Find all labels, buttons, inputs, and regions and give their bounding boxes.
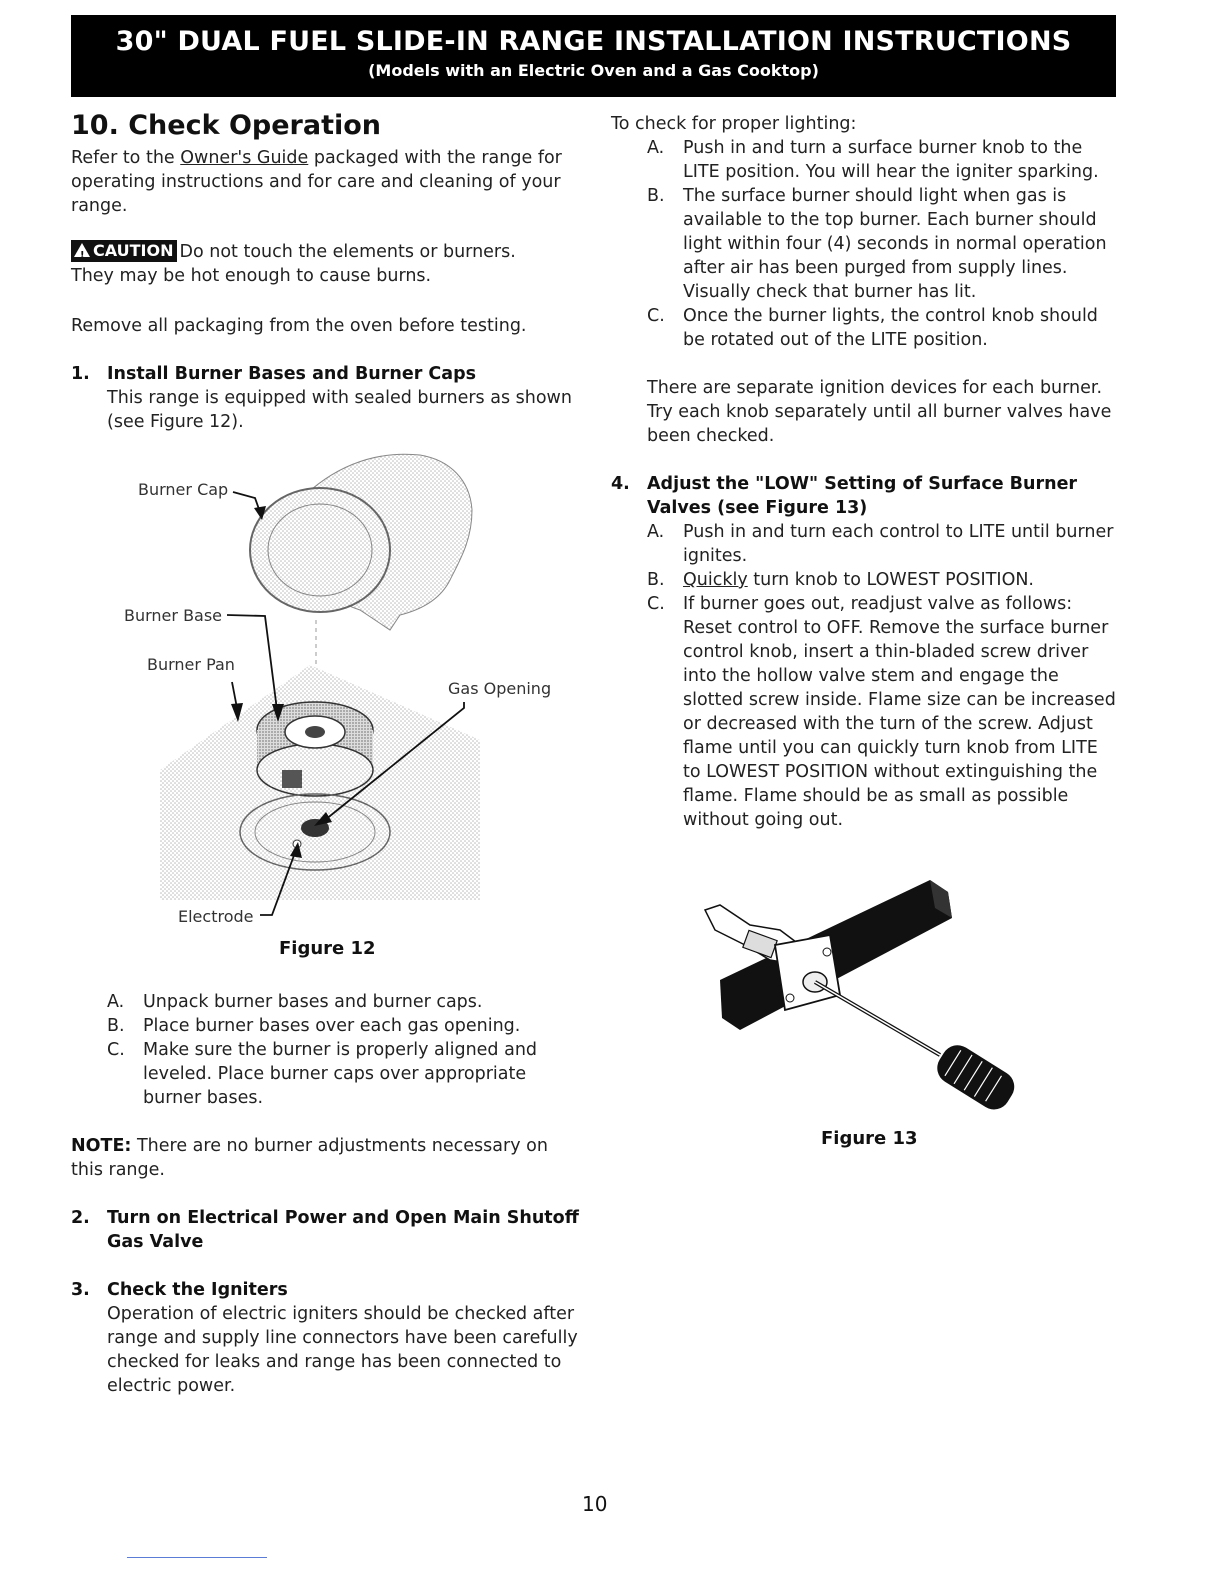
caution-paragraph bbox=[71, 240, 581, 288]
burner-cap-shape bbox=[250, 488, 390, 612]
list-item: B. Quickly turn knob to LOWEST POSITION. bbox=[647, 570, 1034, 590]
step3-body: Operation of electric igniters should be checked after range and supply line connectors have been carefully checked for leaks and range has been connected to electric power. bbox=[107, 1304, 578, 1396]
quickly-link[interactable]: Quickly bbox=[683, 570, 748, 590]
step3-number: 3. bbox=[71, 1280, 90, 1300]
intro-paragraph bbox=[71, 146, 581, 218]
label-burner-pan: Burner Pan bbox=[147, 655, 235, 674]
caution-badge bbox=[71, 240, 177, 262]
label-burner-cap: Burner Cap bbox=[138, 480, 229, 499]
note-text: There are no burner adjustments necessary on this range. bbox=[71, 1136, 548, 1180]
list-item: A. Push in and turn each control to LITE until burner ignites. bbox=[647, 522, 1114, 566]
list-item: C. Once the burner lights, the control knob should be rotated out of the LITE position. bbox=[647, 306, 1098, 350]
note-paragraph bbox=[71, 1134, 561, 1182]
manifold-bar-shape bbox=[720, 880, 952, 1030]
note-label: NOTE: bbox=[71, 1136, 132, 1156]
caution-text: Do not touch the elements or burners. bbox=[179, 242, 516, 262]
step4-number: 4. bbox=[611, 474, 630, 494]
list-item: B. The surface burner should light when gas is available to the top burner. Each burner should light within four (4) seconds in normal operation after air has been purged from supply lines. Visually check that burner has lit. bbox=[647, 186, 1107, 302]
label-electrode: Electrode bbox=[178, 907, 254, 926]
owners-guide-link[interactable]: Owner's Guide bbox=[180, 148, 309, 168]
caution-label: CAUTION bbox=[93, 241, 174, 260]
figure-13-caption: Figure 13 bbox=[821, 1128, 918, 1149]
lighting-list bbox=[647, 136, 1117, 352]
step1-body: This range is equipped with sealed burners as shown (see Figure 12). bbox=[107, 388, 572, 432]
list-item: C. Make sure the burner is properly aligned and leveled. Place burner caps over appropriate burner bases. bbox=[107, 1040, 538, 1108]
figure-13-illustration bbox=[690, 870, 1050, 1120]
bottom-rule bbox=[127, 1557, 267, 1558]
step4-list bbox=[647, 520, 1117, 832]
step1-title: Install Burner Bases and Burner Caps bbox=[107, 364, 477, 384]
lighting-intro: To check for proper lighting: bbox=[611, 114, 857, 134]
screwdriver-handle-shape bbox=[931, 1039, 1020, 1115]
list-item: B. Place burner bases over each gas opening. bbox=[107, 1016, 521, 1036]
header-title: 30" DUAL FUEL SLIDE-IN RANGE INSTALLATION INSTRUCTIONS bbox=[115, 26, 1072, 57]
header-banner bbox=[71, 15, 1116, 97]
page-number: 10 bbox=[582, 1492, 608, 1516]
step3-title: Check the Igniters bbox=[107, 1280, 288, 1300]
intro-pre: Refer to the bbox=[71, 148, 181, 168]
list-item: C. If burner goes out, readjust valve as follows: Reset control to OFF. Remove the surface burner control knob, insert a thin-bladed screw driver into the hollow valve stem and engage the slotted screw inside. Flame size can be increased or decreased with the turn of the screw. Adjust flame until you can quickly turn knob from LITE to LOWEST POSITION without extinguishing the flame. Flame should be as small as possible without going out. bbox=[647, 594, 1116, 830]
step4-title: Adjust the "LOW" Setting of Surface Burner Valves (see Figure 13) bbox=[647, 474, 1078, 518]
intro-post: packaged with the range for operating instructions and for care and cleaning of your range. bbox=[71, 148, 562, 216]
figure-12-caption: Figure 12 bbox=[279, 938, 376, 959]
label-gas-opening: Gas Opening bbox=[448, 679, 552, 698]
header-subtitle: (Models with an Electric Oven and a Gas Cooktop) bbox=[368, 61, 819, 80]
warning-icon: ! bbox=[74, 243, 90, 257]
section-title: 10. Check Operation bbox=[71, 110, 381, 141]
separate-ignition-text: There are separate ignition devices for each burner. Try each knob separately until all burner valves have been checked. bbox=[647, 378, 1112, 446]
step1-number: 1. bbox=[71, 364, 90, 384]
step1-list bbox=[107, 990, 577, 1110]
caution-text-2: They may be hot enough to cause burns. bbox=[71, 266, 432, 286]
step2-number: 2. bbox=[71, 1208, 90, 1228]
list-item: A. Push in and turn a surface burner knob to the LITE position. You will hear the igniter sparking. bbox=[647, 138, 1099, 182]
label-burner-base: Burner Base bbox=[124, 606, 223, 625]
remove-packaging-text: Remove all packaging from the oven before testing. bbox=[71, 316, 527, 336]
list-item: A. Unpack burner bases and burner caps. bbox=[107, 992, 483, 1012]
step2-title: Turn on Electrical Power and Open Main Shutoff Gas Valve bbox=[107, 1208, 579, 1252]
